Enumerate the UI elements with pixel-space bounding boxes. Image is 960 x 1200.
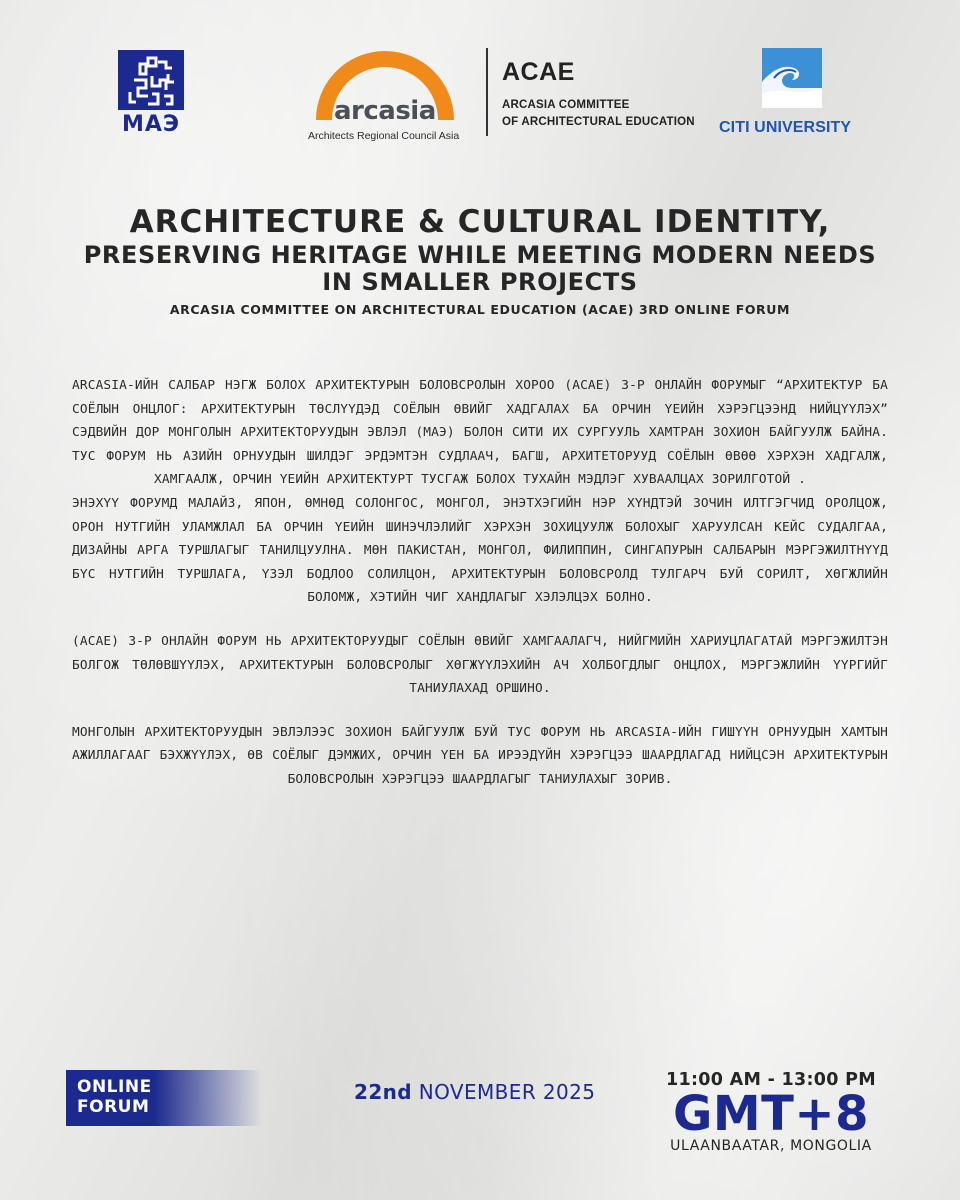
- citi-university-name: CITI UNIVERSITY: [719, 119, 852, 136]
- acae-title: ACAE: [502, 58, 575, 86]
- body-paragraph-1: ARCASIA-ИЙН САЛБАР НЭГЖ БОЛОХ АРХИТЕКТУРЫН БОЛОВСРОЛЫН ХОРОО (ACAE) 3-Р ОНЛАЙН ФОРУМЫГ “АРХИТЕКТУР БА СОЁЛЫН ОНЦЛОГ: АРХИТЕКТУРЫН ТӨСЛҮҮДЭД СОЁЛЫН ӨВИЙГ ХАДГАЛАХ БА ОРЧИН ҮЕИЙН ХЭРЭГЦЭЭНД НИЙЦҮҮЛЭХ” СЭДВИЙН ДОР МОНГОЛЫН АРХИТЕКТОРУУДЫН ЭВЛЭЛ (МАЭ) БОЛОН СИТИ ИХ СУРГУУЛЬ ХАМТРАН ЗОХИОН БАЙГУУЛЖ БАЙНА. ТУС ФОРУМ НЬ АЗИЙН ОРНУУДЫН ШИЛДЭГ ЭРДЭМТЭН СУДЛААЧ, БАГШ, АРХИТЕТОРУУД СОЁЛЫН ӨВӨӨ ХЭРХЭН ХАДГАЛЖ, ХАМГААЛЖ, ОРЧИН ҮЕИЙН АРХИТЕКТУРТ ТУСГАЖ БОЛОХ ТУХАЙН МЭДЛЭГ ХУВААЛЦАХ ЗОРИЛГОТОЙ .: [72, 378, 888, 488]
- acae-subtitle-line1: ARCASIA COMMITTEE: [502, 99, 630, 111]
- acae-subtitle-line2: OF ARCHITECTURAL EDUCATION: [502, 116, 695, 128]
- body-paragraph-4: МОНГОЛЫН АРХИТЕКТОРУУДЫН ЭВЛЭЛЭЭС ЗОХИОН БАЙГУУЛЖ БУЙ ТУС ФОРУМ НЬ ARCASIA-ИЙН ГИШҮҮН ОРНУУДЫН ХАМТЫН АЖИЛЛАГААГ БЭХЖҮҮЛЭХ, ӨВ СОЁЛЫГ ДЭМЖИХ, ОРЧИН ҮЕН БА ИРЭЭДҮЙН ХЭРЭГЦЭЭ ШААРДЛАГАД НИЙЦСЭН АРХИТЕКТУРЫН БОЛОВСРОЛЫН ХЭРЭГЦЭЭ ШААРДЛАГЫГ ТАНИУЛАХЫГ ЗОРИВ.: [72, 724, 888, 787]
- body-paragraph-3: (ACAE) 3-Р ОНЛАЙН ФОРУМ НЬ АРХИТЕКТОРУУДЫГ СОЁЛЫН ӨВИЙГ ХАМГААЛАГЧ, НИЙГМИЙН ХАРИУЦЛАГАТАЙ МЭРГЭЖИЛТЭН БОЛГОЖ ТӨЛӨВШҮҮЛЭХ, АРХИТЕКТУРЫН БОЛОВСРОЛЫГ ХӨГЖҮҮЛЭХИЙН АЧ ХОЛБОГДЛЫГ ОНЦЛОХ, МЭРГЭЖЛИЙН ҮҮРГИЙГ ТАНИУЛАХАД ОРШИНО.: [72, 633, 888, 697]
- acae-logo: [502, 58, 695, 131]
- event-date-month-year: NOVEMBER 2025: [412, 1080, 596, 1104]
- page-subtitle-line1: PRESERVING HERITAGE WHILE MEETING MODERN NEEDS: [83, 241, 877, 269]
- body-paragraph-2: ЭНЭХҮҮ ФОРУМД МАЛАЙЗ, ЯПОН, ӨМНӨД СОЛОНГОС, МОНГОЛ, ЭНЭТХЭГИЙН НЭР ХҮНДТЭЙ ЗОЧИН ИЛТГЭГЧИД ОРОЛЦОЖ, ОРОН НУТГИЙН УЛАМЖЛАЛ БА ОРЧИН ҮЕИЙН ШИНЭЧЛЭЛИЙГ ХЭРХЭН ЗОХИЦУУЛЖ БОЛОХЫГ ХАРУУЛСАН КЕЙС СУДАЛГАА, ДИЗАЙНЫ АРГА ТУРШЛАГЫГ ТАНИЛЦУУЛНА. МӨН ПАКИСТАН, МОНГОЛ, ФИЛИППИН, СИНГАПУРЫН САЛБАРЫН МЭРГЭЖИЛТНҮҮД БҮС НУТГИЙН ТУРШЛАГА, ҮЗЭЛ БОДЛОО СОЛИЛЦОН, АРХИТЕКТУРЫН БОЛОВСРОЛД ТУЛГАРЧ БУЙ СОРИЛТ, ХӨГЖЛИЙН БОЛОМЖ, ХЭТИЙН ЧИГ ХАНДЛАГЫГ ХЭЛЭЛЦЭХ БОЛНО.: [72, 495, 888, 606]
- forum-caption: ARCASIA COMMITTEE ON ARCHITECTURAL EDUCATION (ACAE) 3RD ONLINE FORUM: [169, 302, 791, 317]
- badge-line2: FORUM: [77, 1097, 150, 1117]
- online-forum-badge: [66, 1070, 262, 1126]
- maz-logo: [118, 50, 186, 136]
- arcasia-subtitle: Architects Regional Council Asia: [308, 130, 460, 142]
- logo-divider: [486, 48, 488, 136]
- event-date: [354, 1080, 595, 1104]
- maz-logo-mark: [118, 50, 184, 110]
- event-date-day: 22nd: [354, 1080, 412, 1104]
- event-time: [650, 1070, 892, 1154]
- acae-subtitle: [502, 97, 695, 131]
- arcasia-logo: [306, 44, 464, 144]
- maz-logo-label: МАЭ: [121, 112, 181, 137]
- arcasia-wordmark: arcasia: [334, 96, 436, 126]
- body-text: [72, 374, 888, 792]
- citi-university-logo: [716, 48, 868, 140]
- badge-line1: ONLINE: [77, 1077, 152, 1097]
- wave-icon: [762, 48, 822, 108]
- time-zone: GMT+8: [672, 1086, 870, 1142]
- page-subtitle-line2: IN SMALLER PROJECTS: [322, 268, 638, 296]
- page-title: ARCHITECTURE & CULTURAL IDENTITY,: [129, 204, 831, 240]
- event-location: ULAANBAATAR, MONGOLIA: [670, 1138, 872, 1154]
- title-block: [40, 202, 920, 317]
- time-range: 11:00 AM - 13:00 PM: [666, 1070, 876, 1090]
